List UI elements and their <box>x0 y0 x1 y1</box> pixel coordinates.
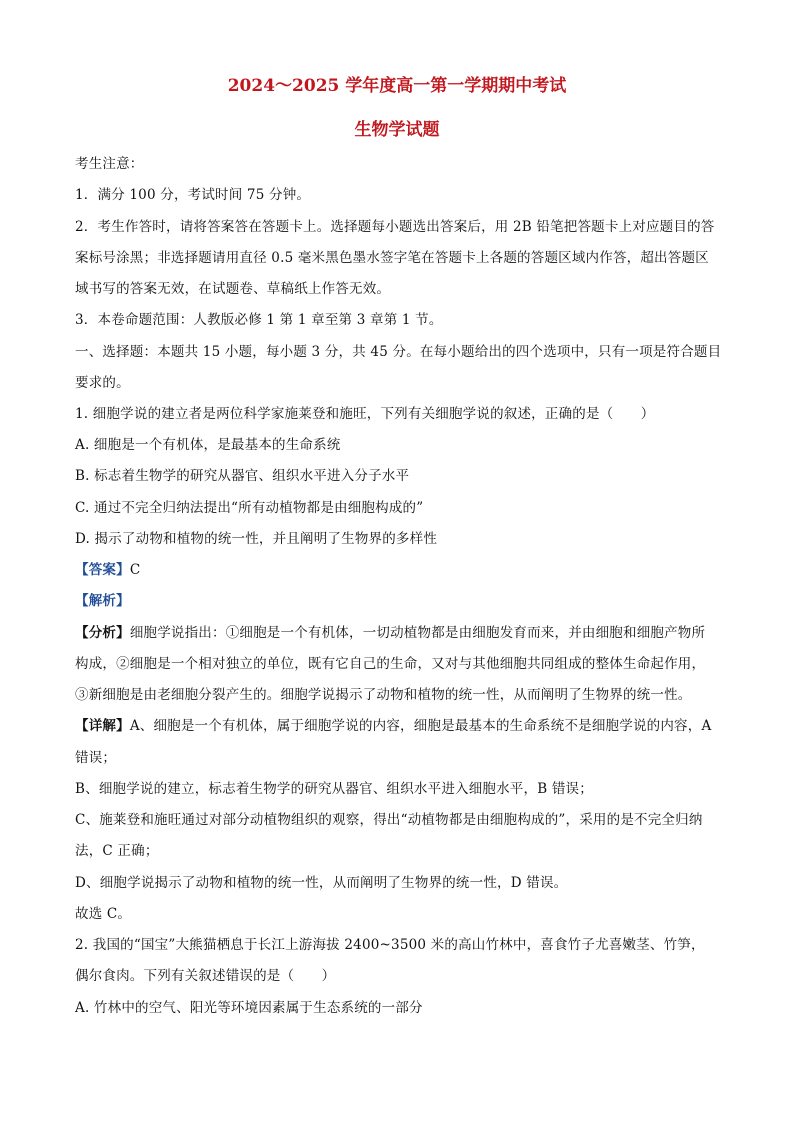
section-heading: 一、选择题：本题共 15 小题，每小题 3 分，共 45 分。在每小题给出的四个选项中，只有一项是符合题目 <box>75 344 722 360</box>
question-2-option-a: A. 竹林中的空气、阳光等环境因素属于生态系统的一部分 <box>75 1000 423 1016</box>
answer-tag: 【答案】 <box>75 562 130 578</box>
answer-value: C <box>129 562 141 578</box>
notice-line: 3．本卷命题范围：人教版必修 1 第 1 章至第 3 章第 1 节。 <box>75 312 443 328</box>
notice-line: 2．考生作答时，请将答案答在答题卡上。选择题每小题选出答案后，用 2B 铅笔把答题卡上对应题目的答 <box>75 219 715 235</box>
question-1-option-d: D. 揭示了动物和植物的统一性，并且阐明了生物界的多样性 <box>75 531 438 547</box>
question-2-stem: 2. 我国的“国宝”大熊猫栖息于长江上游海拔 2400~3500 米的高山竹林中，喜食竹子尤喜嫩茎、竹笋， <box>75 937 705 953</box>
xiangjie-line: B、细胞学说的建立，标志着生物学的研究从器官、组织水平进入细胞水平，B 错误； <box>75 781 593 797</box>
fenxi-line: 构成，②细胞是一个相对独立的单位，既有它自己的生命，又对与其他细胞共同组成的整体生命起作用， <box>75 656 706 672</box>
analysis-line <box>75 589 130 609</box>
xiangjie-line: 错误； <box>75 750 117 766</box>
notice-heading: 考生注意： <box>75 156 144 172</box>
notice-line: 案标号涂黑；非选择题请用直径 0.5 毫米黑色墨水签字笔在答题卡上各题的答题区域内作答，超出答题区 <box>75 250 709 266</box>
xiangjie-line: 法，C 正确； <box>75 843 159 859</box>
exam-title: 2024～2025 学年度高一第一学期期中考试 <box>227 76 567 96</box>
notice-line: 域书写的答案无效，在试题卷、草稿纸上作答无效。 <box>75 281 391 297</box>
xiangjie-text: A、细胞是一个有机体，属于细胞学说的内容，细胞是最基本的生命系统不是细胞学说的内容，A <box>129 718 712 734</box>
xiangjie-line: C、施莱登和施旺通过对部分动植物组织的观察，得出“动植物都是由细胞构成的”，采用的是不完全归纳 <box>75 812 703 828</box>
section-heading: 要求的。 <box>75 375 130 391</box>
question-2-stem: 偶尔食肉。下列有关叙述错误的是（ ） <box>75 968 336 984</box>
answer-line <box>75 558 140 578</box>
exam-subtitle: 生物学试题 <box>354 120 440 140</box>
xiangjie-line: D、细胞学说揭示了动物和植物的统一性，从而阐明了生物界的统一性，D 错误。 <box>75 875 568 891</box>
fenxi-line <box>75 621 705 641</box>
xiangjie-line <box>75 714 711 734</box>
question-1-option-c: C. 通过不完全归纳法提出“所有动植物都是由细胞构成的” <box>75 500 424 516</box>
analysis-tag: 【解析】 <box>75 593 130 609</box>
xiangjie-line: 故选 C。 <box>75 906 132 922</box>
xiangjie-tag: 【详解】 <box>75 718 130 734</box>
fenxi-text: 细胞学说指出：①细胞是一个有机体，一切动植物都是由细胞发育而来，并由细胞和细胞产物所 <box>129 625 706 641</box>
fenxi-tag: 【分析】 <box>75 625 130 641</box>
notice-line: 1．满分 100 分，考试时间 75 分钟。 <box>75 187 311 203</box>
fenxi-line: ③新细胞是由老细胞分裂产生的。细胞学说揭示了动物和植物的统一性，从而阐明了生物界的统一性。 <box>75 687 692 703</box>
question-1-option-b: B. 标志着生物学的研究从器官、组织水平进入分子水平 <box>75 468 410 484</box>
question-1-stem: 1. 细胞学说的建立者是两位科学家施莱登和施旺，下列有关细胞学说的叙述，正确的是（ ） <box>75 406 655 422</box>
question-1-option-a: A. 细胞是一个有机体，是最基本的生命系统 <box>75 437 341 453</box>
